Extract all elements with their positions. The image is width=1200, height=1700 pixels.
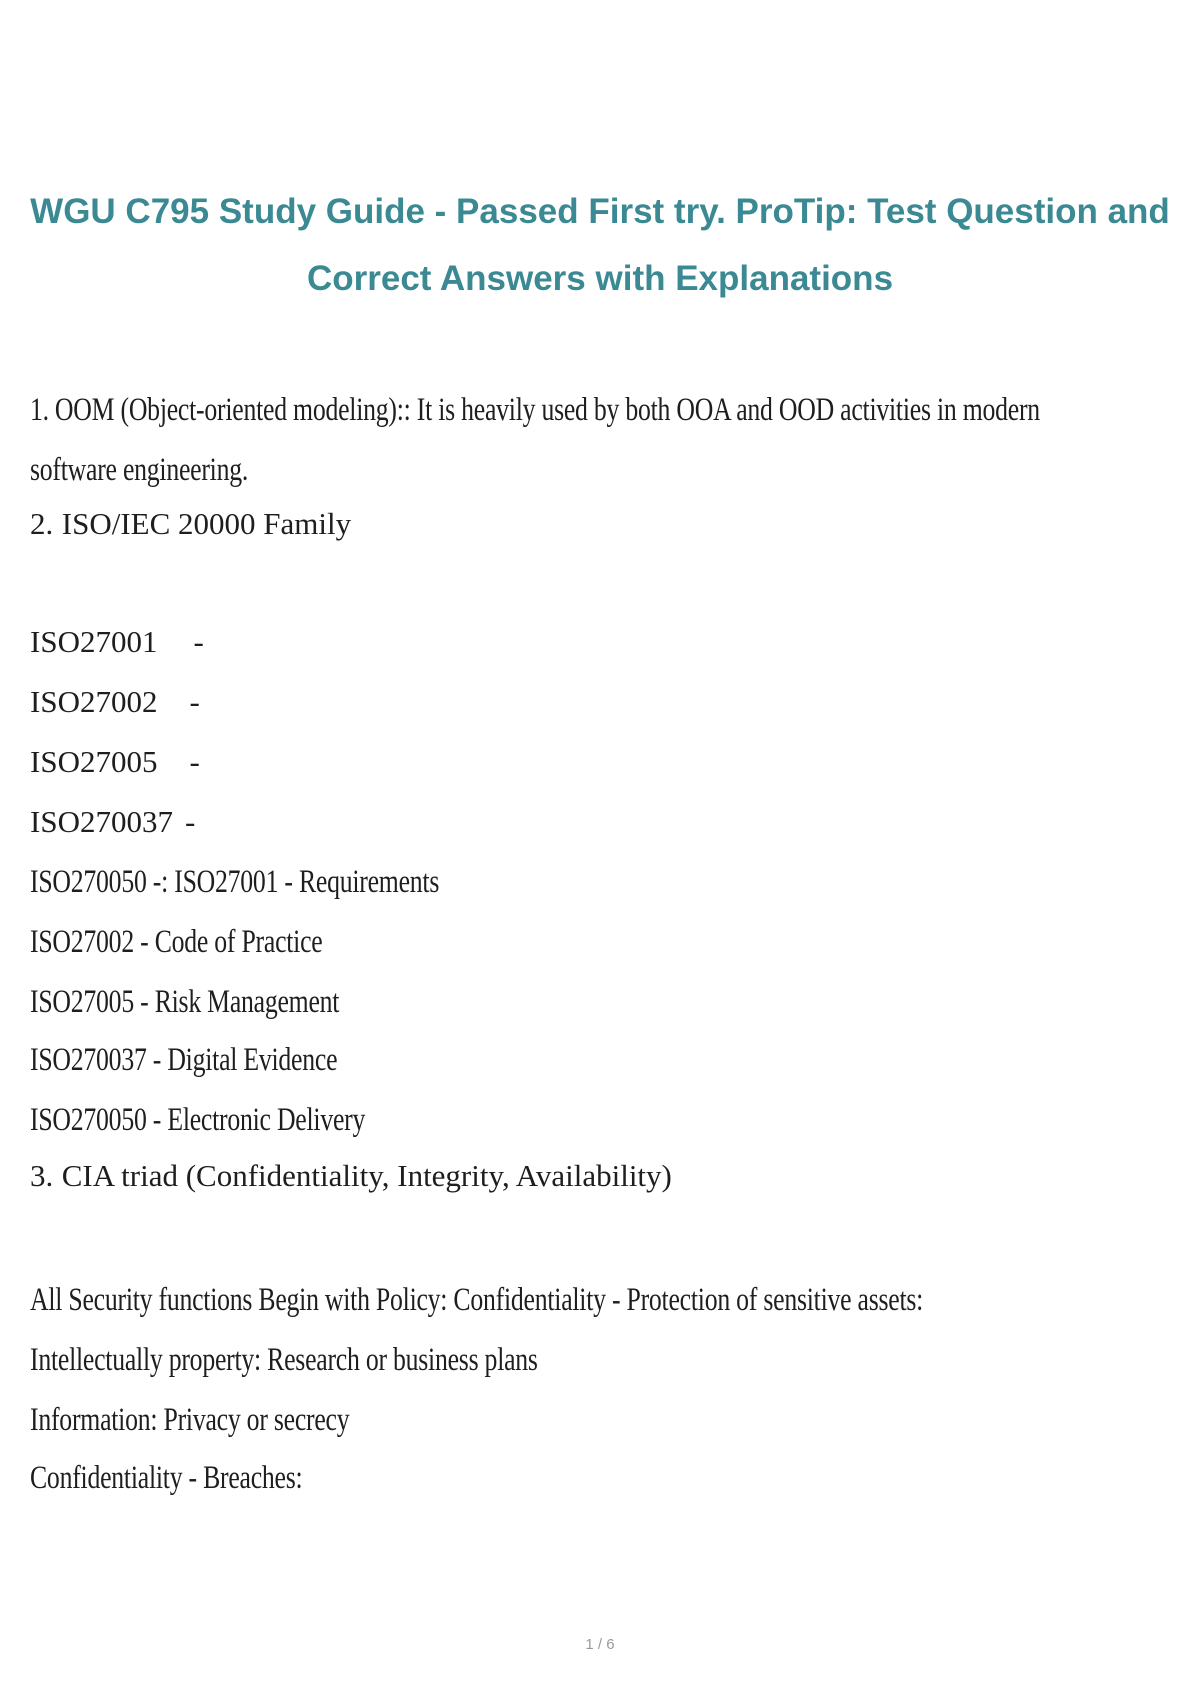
iso-separator: - [193, 624, 204, 659]
title-line-1: WGU C795 Study Guide - Passed First try. ProTip: Test Question and [30, 192, 1170, 231]
iso-list-item [30, 624, 204, 660]
question-3-heading [30, 1158, 672, 1194]
cia-answer-line: All Security functions Begin with Policy: Confidentiality - Protection of sensitive assets: [30, 1282, 924, 1318]
question-2-number: 2. [30, 506, 54, 541]
iso-code: ISO27005 [30, 744, 158, 779]
iso-code: ISO27001 [30, 624, 158, 659]
iso-separator: - [189, 744, 200, 779]
iso-separator: - [189, 684, 200, 719]
question-3-text: CIA triad (Confidentiality, Integrity, Availability) [61, 1158, 672, 1193]
iso-list-item [30, 684, 200, 720]
cia-answer-line: Confidentiality - Breaches: [30, 1460, 303, 1496]
iso-answer-line: ISO270050 -: ISO27001 - Requirements [30, 864, 440, 900]
question-1-number: 1. [30, 392, 49, 428]
title-line-2: Correct Answers with Explanations [306, 259, 894, 298]
question-1-line-a [30, 392, 1040, 429]
cia-answer-line: Intellectually property: Research or business plans [30, 1342, 538, 1378]
iso-separator: - [184, 804, 196, 839]
question-2-text: ISO/IEC 20000 Family [61, 506, 352, 541]
question-1-line-b: software engineering. [30, 452, 249, 488]
question-2-heading [30, 506, 351, 542]
page-indicator: 1 / 6 [585, 1636, 615, 1653]
iso-answer-line: ISO27002 - Code of Practice [30, 924, 323, 960]
iso-answer-line: ISO270037 - Digital Evidence [30, 1042, 338, 1078]
document-title [0, 178, 1200, 312]
iso-code: ISO270037 [30, 804, 173, 839]
iso-answer-line: ISO27005 - Risk Management [30, 984, 340, 1020]
question-1-text: OOM (Object-oriented modeling):: It is heavily used by both OOA and OOD activities in modern [54, 392, 1040, 428]
question-3-number: 3. [30, 1158, 54, 1193]
iso-list-item [30, 804, 195, 840]
iso-code: ISO27002 [30, 684, 158, 719]
iso-answer-line: ISO270050 - Electronic Delivery [30, 1102, 366, 1138]
cia-answer-line: Information: Privacy or secrecy [30, 1402, 350, 1438]
iso-list-item [30, 744, 200, 780]
